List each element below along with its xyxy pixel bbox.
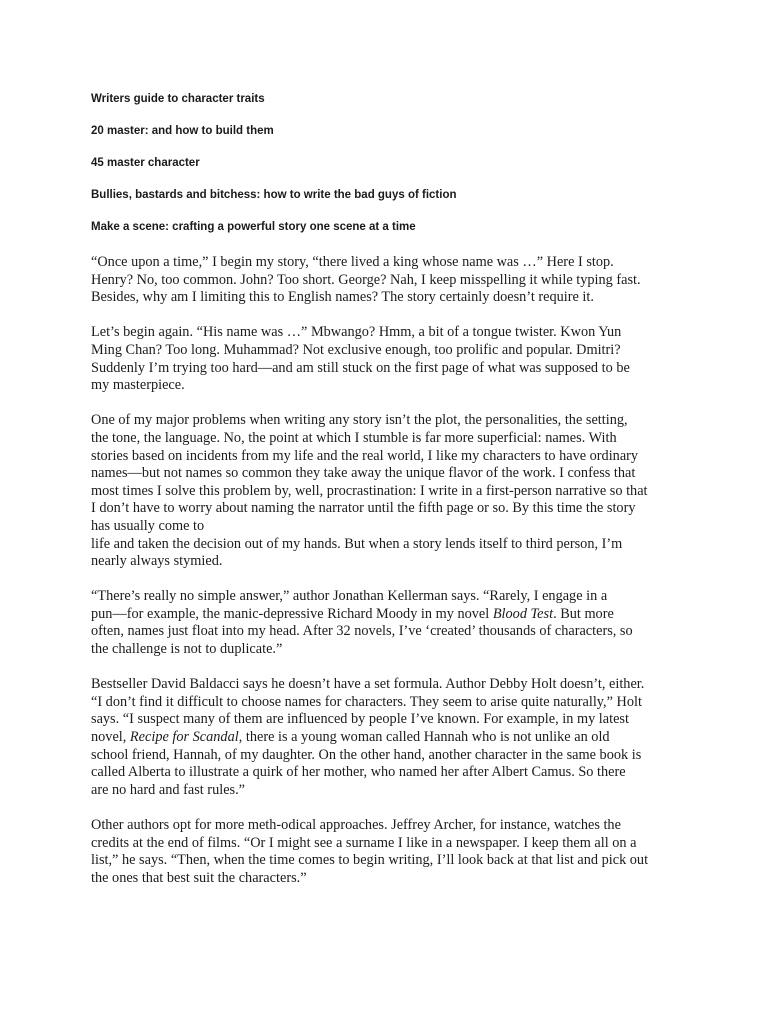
text-line: stories based on incidents from my life and the real world, I like my characters to have ordinary bbox=[91, 447, 639, 464]
text-line: “There’s really no simple answer,” author Jonathan Kellerman says. “Rarely, I engage in a bbox=[91, 588, 608, 605]
heading-subtitle-3: Bullies, bastards and bitchess: how to write the bad guys of fiction bbox=[91, 189, 457, 201]
text-line: One of my major problems when writing any story isn’t the plot, the personalities, the setting, bbox=[91, 412, 628, 429]
text-line: says. “I suspect many of them are influenced by people I’ve known. For example, in my latest bbox=[91, 711, 629, 728]
heading-list bbox=[91, 92, 711, 252]
heading-subtitle-2: 45 master character bbox=[91, 157, 200, 169]
paragraph-4 bbox=[91, 588, 691, 658]
book-title: Recipe for Scandal bbox=[129, 729, 239, 746]
text-line: “I don’t find it difficult to choose names for characters. They seem to arise quite naturally,” Holt bbox=[91, 693, 642, 710]
heading-title: Writers guide to character traits bbox=[91, 93, 265, 105]
heading-subtitle-4: Make a scene: crafting a powerful story one scene at a time bbox=[91, 221, 416, 233]
text-line: the tone, the language. No, the point at which I stumble is far more superficial: names. With bbox=[91, 429, 617, 446]
text-line: are no hard and fast rules.” bbox=[91, 781, 246, 798]
text-run: novel, bbox=[91, 729, 130, 746]
paragraph-1 bbox=[91, 254, 691, 307]
paragraph-6 bbox=[91, 817, 691, 887]
paragraph-2 bbox=[91, 324, 691, 394]
text-line: Other authors opt for more meth-odical approaches. Jeffrey Archer, for instance, watches the bbox=[91, 817, 621, 833]
text-line: Bestseller David Baldacci says he doesn’t have a set formula. Author Debby Holt doesn’t, either. bbox=[91, 676, 645, 693]
text-line: most times I solve this problem by, well, procrastination: I write in a first-person narrative so that bbox=[91, 482, 648, 499]
text-line: Ming Chan? Too long. Muhammad? Not exclusive enough, too prolific and popular. Dmitri? bbox=[91, 341, 621, 358]
text-line-with-title bbox=[91, 729, 691, 747]
text-line: my masterpiece. bbox=[91, 377, 185, 394]
text-line: list,” he says. “Then, when the time comes to begin writing, I’ll look back at that list and pick out bbox=[91, 852, 649, 869]
text-line: Let’s begin again. “His name was …” Mbwango? Hmm, a bit of a tongue twister. Kwon Yun bbox=[91, 324, 622, 341]
text-line: Henry? No, too common. John? Too short. George? Nah, I keep misspelling it while typing fast. bbox=[91, 271, 641, 288]
text-line: names—but not names so common they take away the unique flavor of the work. I confess that bbox=[91, 465, 636, 482]
text-line: called Alberta to illustrate a quirk of her mother, who named her after Albert Camus. So there bbox=[91, 764, 626, 781]
text-line: nearly always stymied. bbox=[91, 553, 223, 570]
paragraph-3 bbox=[91, 412, 691, 570]
text-line: “Once upon a time,” I begin my story, “there lived a king whose name was …” Here I stop. bbox=[91, 254, 614, 270]
text-run: , there is a young woman called Hannah who is not unlike an old bbox=[238, 729, 610, 746]
text-line: Suddenly I’m trying too hard—and am still stuck on the first page of what was supposed to be bbox=[91, 359, 630, 376]
text-line: school friend, Hannah, of my daughter. On the other hand, another character in the same book is bbox=[91, 746, 642, 763]
text-line-with-title bbox=[91, 606, 691, 624]
text-line: life and taken the decision out of my hands. But when a story lends itself to third person, I’m bbox=[91, 535, 623, 552]
text-line: credits at the end of films. “Or I might see a surname I like in a newspaper. I keep them all on a bbox=[91, 834, 637, 851]
text-line: the challenge is not to duplicate.” bbox=[91, 641, 283, 658]
text-line: often, names just float into my head. After 32 novels, I’ve ‘created’ thousands of characters, so bbox=[91, 623, 633, 640]
text-line: has usually come to bbox=[91, 517, 205, 534]
heading-subtitle-1: 20 master: and how to build them bbox=[91, 125, 274, 137]
paragraph-5 bbox=[91, 676, 691, 799]
text-run: . But more bbox=[553, 605, 614, 622]
text-line: I don’t have to worry about naming the narrator until the fifth page or so. By this time the story bbox=[91, 500, 636, 517]
text-run: pun—for example, the manic-depressive Richard Moody in my novel bbox=[91, 605, 493, 622]
text-line: Besides, why am I limiting this to English names? The story certainly doesn’t require it. bbox=[91, 289, 594, 306]
book-title: Blood Test bbox=[492, 605, 554, 622]
article-body bbox=[91, 254, 691, 905]
text-line: the ones that best suit the characters.” bbox=[91, 869, 307, 886]
